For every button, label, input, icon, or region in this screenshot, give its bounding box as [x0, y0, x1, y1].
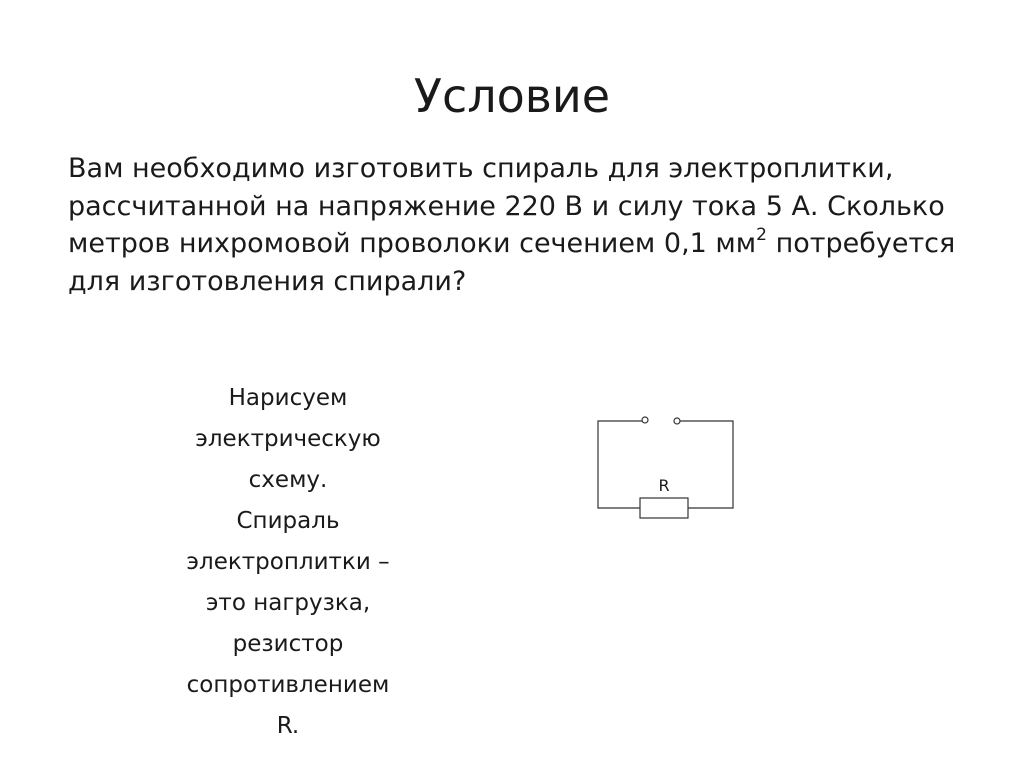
switch-terminal-right [674, 418, 680, 424]
explanation-line: схему. [248, 467, 328, 493]
switch-terminal-left [642, 417, 648, 423]
circuit-wire-right [680, 421, 733, 508]
problem-text-main: Вам необходимо изготовить спираль для электроплитки, рассчитанной на напряжение 220 В и силу тока 5 А. Сколько метров нихромовой проволоки сечением 0,1 мм [68, 153, 945, 259]
explanation-line: это нагрузка, [205, 590, 371, 616]
explanation-line: Нарисуем [228, 385, 348, 411]
explanation-line: сопротивлением [186, 672, 390, 698]
resistor-label: R [658, 476, 670, 495]
slide-title: Условие [413, 69, 611, 123]
explanation-line: резистор [232, 631, 344, 657]
circuit-diagram [590, 410, 740, 525]
explanation-text [160, 378, 416, 747]
explanation-line: R. [276, 713, 300, 739]
area-unit-superscript: 2 [756, 225, 767, 245]
problem-statement [68, 150, 968, 300]
resistor-symbol [640, 498, 688, 518]
explanation-line: электроплитки – [186, 549, 390, 575]
explanation-line: электрическую [195, 426, 381, 452]
circuit-wire-left [598, 421, 642, 508]
problem-text-tail: потребуется для изготовления спирали? [68, 228, 956, 297]
explanation-line: Спираль [236, 508, 340, 534]
